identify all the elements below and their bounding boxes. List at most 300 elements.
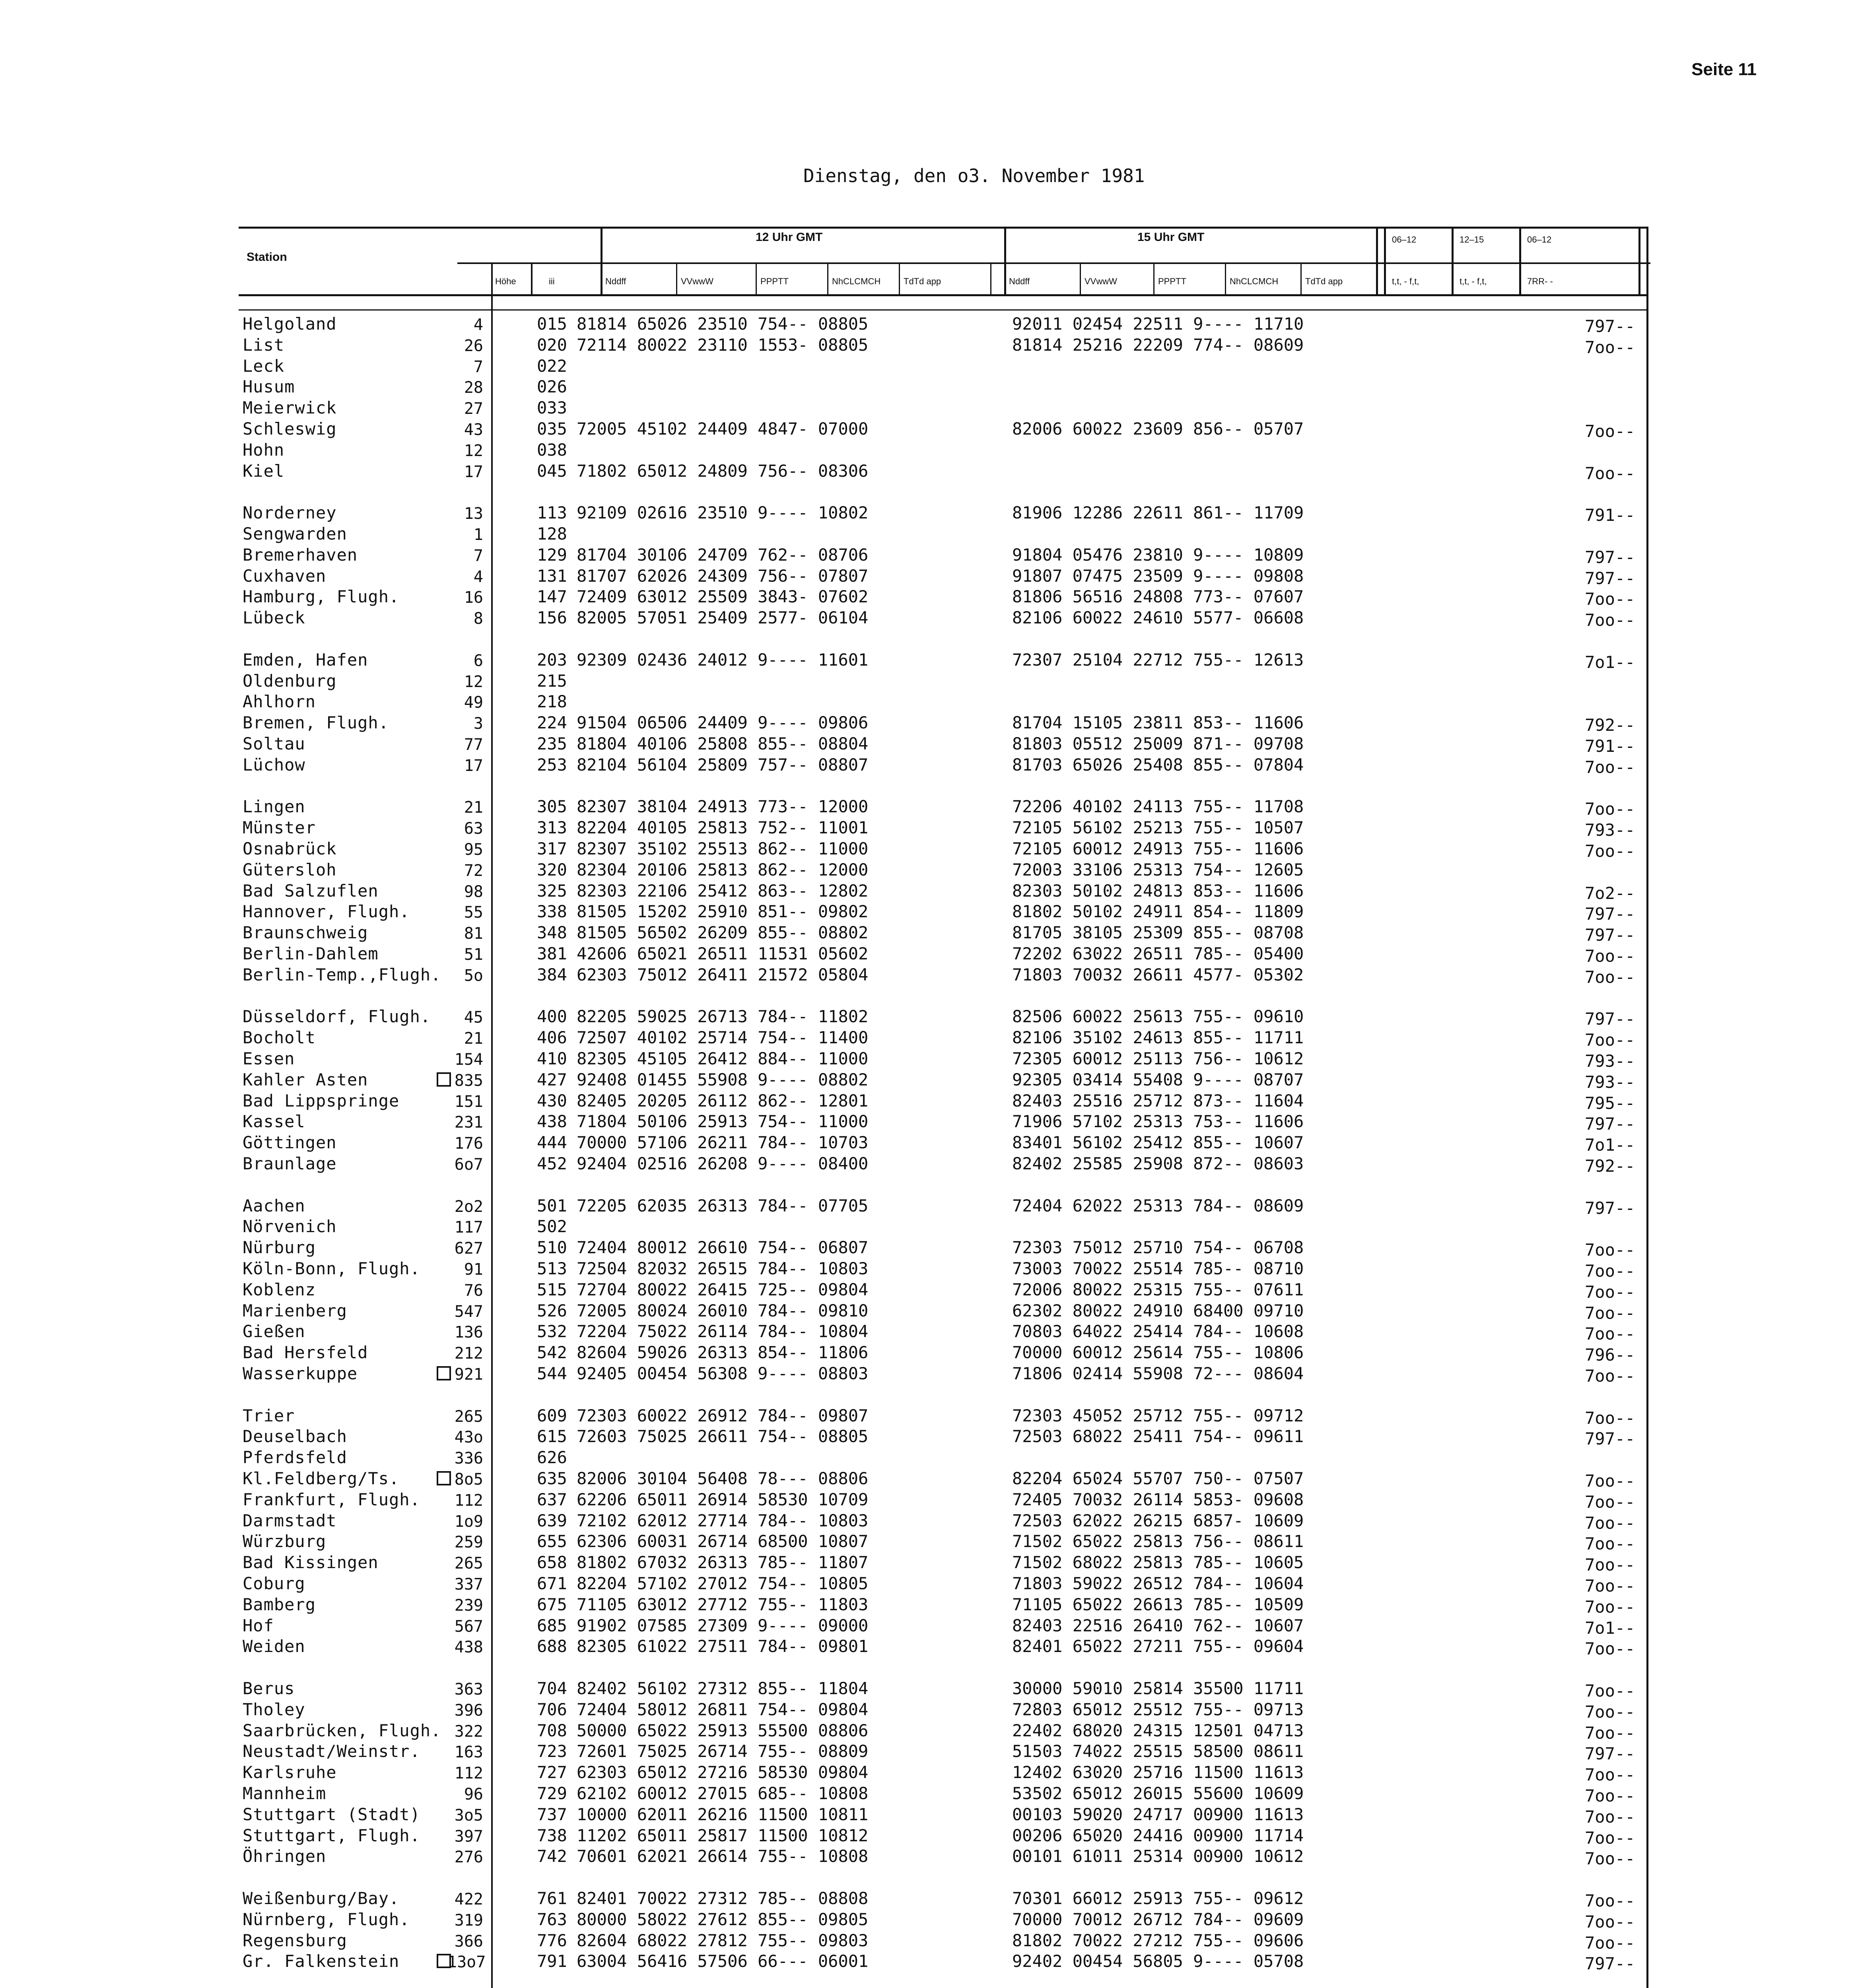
obs-15-gmt: 71803 70032 26611 4577- 05302 bbox=[1012, 965, 1304, 984]
obs-15-gmt: 71906 57102 25313 753-- 11606 bbox=[1012, 1112, 1304, 1132]
obs-12-gmt: 42606 65021 26511 11531 05602 bbox=[577, 944, 869, 963]
precip-code: 7oo-- bbox=[1585, 1681, 1635, 1701]
obs-12-gmt: 91902 07585 27309 9---- 09000 bbox=[577, 1615, 869, 1635]
obs-15-gmt: 73003 70022 25514 785-- 08710 bbox=[1012, 1259, 1304, 1278]
station-height: 4 bbox=[473, 316, 483, 334]
obs-15-gmt: 62302 80022 24910 68400 09710 bbox=[1012, 1301, 1304, 1320]
station-height: 13o7 bbox=[447, 1953, 486, 1972]
station-name: Braunlage bbox=[243, 1154, 337, 1173]
station-name: Berus bbox=[243, 1679, 295, 1698]
station-height: 17 bbox=[464, 462, 483, 481]
precip-code: 7oo-- bbox=[1585, 1765, 1635, 1785]
station-height: 12 bbox=[464, 441, 483, 460]
subcol-rule bbox=[1153, 262, 1154, 294]
station-height: 319 bbox=[454, 1911, 483, 1930]
station-height: 27 bbox=[464, 400, 483, 418]
obs-15-gmt: 71502 65022 25813 756-- 08611 bbox=[1012, 1532, 1304, 1551]
precip-code: 7oo-- bbox=[1585, 1807, 1635, 1827]
station-name: Frankfurt, Flugh. bbox=[243, 1489, 420, 1509]
precip-code: 791-- bbox=[1585, 505, 1635, 525]
station-id: 128 bbox=[537, 524, 567, 544]
station-id: 406 bbox=[537, 1028, 567, 1048]
subcol-rule bbox=[827, 262, 828, 294]
obs-12-gmt: 72404 80012 26610 754-- 06807 bbox=[577, 1238, 869, 1258]
station-height: 422 bbox=[454, 1890, 483, 1908]
obs-12-gmt: 62303 75012 26411 21572 05804 bbox=[577, 965, 869, 984]
precip-code: 797-- bbox=[1585, 1429, 1635, 1449]
station-name: Darmstadt bbox=[243, 1510, 337, 1530]
obs-15-gmt: 30000 59010 25814 35500 11711 bbox=[1012, 1679, 1304, 1698]
obs-12-gmt: 71105 63012 27712 755-- 11803 bbox=[577, 1594, 869, 1614]
station-name: Mannheim bbox=[243, 1784, 327, 1803]
obs-12-gmt: 81802 67032 26313 785-- 11807 bbox=[577, 1553, 869, 1573]
obs-15-gmt: 72305 60012 25113 756-- 10612 bbox=[1012, 1049, 1304, 1068]
station-name: Berlin-Dahlem bbox=[243, 944, 379, 963]
obs-12-gmt: 82006 30104 56408 78--- 08806 bbox=[577, 1469, 869, 1488]
station-id: 704 bbox=[537, 1679, 567, 1698]
obs-15-gmt: 70301 66012 25913 755-- 09612 bbox=[1012, 1889, 1304, 1908]
obs-12-gmt: 82401 70022 27312 785-- 08808 bbox=[577, 1889, 869, 1908]
precip-code: 7oo-- bbox=[1585, 1282, 1635, 1302]
station-height: 8o5 bbox=[454, 1470, 483, 1489]
station-id: 542 bbox=[537, 1343, 567, 1363]
station-name: Kassel bbox=[243, 1112, 305, 1132]
r-header-top-rule bbox=[1384, 227, 1646, 229]
station-id: 637 bbox=[537, 1489, 567, 1509]
obs-12-gmt: 72303 60022 26912 784-- 09807 bbox=[577, 1406, 869, 1425]
obs-12-gmt: 72102 62012 27714 784-- 10803 bbox=[577, 1510, 869, 1530]
station-name: Regensburg bbox=[243, 1930, 347, 1950]
station-height: 55 bbox=[464, 903, 483, 922]
precip-code: 7oo-- bbox=[1585, 1366, 1635, 1386]
precip-code: 792-- bbox=[1585, 1156, 1635, 1176]
obs-15-gmt: 92011 02454 22511 9---- 11710 bbox=[1012, 314, 1304, 334]
station-height: 91 bbox=[464, 1260, 483, 1279]
precip-code: 7o2-- bbox=[1585, 883, 1635, 903]
precip-code: 7o1-- bbox=[1585, 1618, 1635, 1638]
precip-code: 7oo-- bbox=[1585, 589, 1635, 609]
station-height: 835 bbox=[454, 1071, 483, 1090]
obs-15-gmt: 81802 70022 27212 755-- 09606 bbox=[1012, 1930, 1304, 1950]
station-name: Norderney bbox=[243, 503, 337, 523]
precip-code: 797-- bbox=[1585, 1744, 1635, 1764]
col-header-15: NhCLCMCH bbox=[1230, 276, 1279, 286]
precip-code: 7oo-- bbox=[1585, 1492, 1635, 1512]
station-name: Nürnberg, Flugh. bbox=[243, 1909, 410, 1929]
station-id: 723 bbox=[537, 1741, 567, 1761]
obs-15-gmt: 70803 64022 25414 784-- 10608 bbox=[1012, 1322, 1304, 1342]
obs-15-gmt: 51503 74022 25515 58500 08611 bbox=[1012, 1741, 1304, 1761]
obs-12-gmt: 82604 68022 27812 755-- 09803 bbox=[577, 1930, 869, 1950]
obs-15-gmt: 82204 65024 55707 750-- 07507 bbox=[1012, 1469, 1304, 1488]
station-height: 63 bbox=[464, 819, 483, 838]
station-id: 384 bbox=[537, 965, 567, 984]
precip-code: 7oo-- bbox=[1585, 1933, 1635, 1953]
col-header-12: Nddff bbox=[605, 276, 626, 286]
obs-15-gmt: 72105 56102 25213 755-- 10507 bbox=[1012, 818, 1304, 838]
obs-15-gmt: 82403 22516 26410 762-- 10607 bbox=[1012, 1615, 1304, 1635]
obs-15-gmt: 81705 38105 25309 855-- 08708 bbox=[1012, 923, 1304, 943]
precip-code: 7oo-- bbox=[1585, 1324, 1635, 1344]
r-subheader: t,t, - f,t, bbox=[1392, 276, 1419, 286]
obs-12-gmt: 82307 38104 24913 773-- 12000 bbox=[577, 797, 869, 817]
r-header: 06–12 bbox=[1392, 235, 1417, 245]
obs-12-gmt: 82402 56102 27312 855-- 11804 bbox=[577, 1679, 869, 1698]
obs-12-gmt: 82305 61022 27511 784-- 09801 bbox=[577, 1637, 869, 1656]
precip-code: 793-- bbox=[1585, 1051, 1635, 1071]
col-rule bbox=[531, 262, 533, 294]
station-id: 609 bbox=[537, 1406, 567, 1425]
iii-header: iii bbox=[549, 276, 555, 286]
obs-15-gmt: 71806 02414 55908 72--- 08604 bbox=[1012, 1364, 1304, 1383]
station-id: 438 bbox=[537, 1112, 567, 1132]
station-id: 131 bbox=[537, 566, 567, 586]
station-name: Gießen bbox=[243, 1322, 305, 1342]
station-id: 742 bbox=[537, 1846, 567, 1866]
station-id: 218 bbox=[537, 692, 567, 712]
station-id: 313 bbox=[537, 818, 567, 838]
station-height: 397 bbox=[454, 1827, 483, 1846]
station-name: Oldenburg bbox=[243, 671, 337, 691]
obs-15-gmt: 72006 80022 25315 755-- 07611 bbox=[1012, 1279, 1304, 1299]
obs-15-gmt: 00101 61011 25314 00900 10612 bbox=[1012, 1846, 1304, 1866]
station-height: 2o2 bbox=[454, 1197, 483, 1216]
station-height: 5o bbox=[464, 966, 483, 985]
station-id: 776 bbox=[537, 1930, 567, 1950]
station-height: 21 bbox=[464, 1029, 483, 1048]
station-name: Würzburg bbox=[243, 1532, 327, 1551]
station-id: 015 bbox=[537, 314, 567, 334]
station-name: Bremerhaven bbox=[243, 545, 358, 565]
precip-code: 7oo-- bbox=[1585, 1261, 1635, 1281]
obs-12-gmt: 80000 58022 27612 855-- 09805 bbox=[577, 1909, 869, 1929]
station-height: 43o bbox=[454, 1428, 483, 1447]
station-height: 212 bbox=[454, 1344, 483, 1363]
precip-code: 7oo-- bbox=[1585, 1597, 1635, 1617]
station-name: Karlsruhe bbox=[243, 1763, 337, 1782]
station-name: Öhringen bbox=[243, 1846, 327, 1866]
precip-code: 791-- bbox=[1585, 736, 1635, 756]
precip-code: 797-- bbox=[1585, 904, 1635, 924]
obs-12-gmt: 72409 63012 25509 3843- 07602 bbox=[577, 587, 869, 607]
obs-12-gmt: 92309 02436 24012 9---- 11601 bbox=[577, 650, 869, 670]
col-header-12: NhCLCMCH bbox=[832, 276, 881, 286]
obs-12-gmt: 81505 56502 26209 855-- 08802 bbox=[577, 923, 869, 943]
obs-15-gmt: 82401 65022 27211 755-- 09604 bbox=[1012, 1637, 1304, 1656]
station-height: 17 bbox=[464, 756, 483, 775]
station-id: 427 bbox=[537, 1070, 567, 1089]
station-id: 763 bbox=[537, 1909, 567, 1929]
col-rule bbox=[1638, 227, 1640, 294]
station-name: Bad Kissingen bbox=[243, 1553, 379, 1573]
obs-15-gmt: 81802 50102 24911 854-- 11809 bbox=[1012, 902, 1304, 922]
obs-12-gmt: 50000 65022 25913 55500 08806 bbox=[577, 1720, 869, 1740]
subcol-rule bbox=[1080, 262, 1081, 294]
obs-15-gmt: 72202 63022 26511 785-- 05400 bbox=[1012, 944, 1304, 963]
station-id: 203 bbox=[537, 650, 567, 670]
subcol-rule bbox=[1225, 262, 1226, 294]
precip-code: 795-- bbox=[1585, 1093, 1635, 1113]
station-height: 49 bbox=[464, 693, 483, 712]
col-rule bbox=[1384, 227, 1386, 294]
station-height: 337 bbox=[454, 1575, 483, 1594]
station-height: 16 bbox=[464, 588, 483, 607]
station-id: 615 bbox=[537, 1427, 567, 1446]
obs-15-gmt: 53502 65012 26015 55600 10609 bbox=[1012, 1784, 1304, 1803]
precip-code: 797-- bbox=[1585, 547, 1635, 567]
station-id: 444 bbox=[537, 1133, 567, 1153]
obs-12-gmt: 81505 15202 25910 851-- 09802 bbox=[577, 902, 869, 922]
obs-15-gmt: 72307 25104 22712 755-- 12613 bbox=[1012, 650, 1304, 670]
station-name: Essen bbox=[243, 1049, 295, 1068]
station-height: 3 bbox=[473, 714, 483, 733]
subcol-rule bbox=[1004, 262, 1005, 294]
station-name: Lübeck bbox=[243, 608, 305, 628]
station-name: Nörvenich bbox=[243, 1217, 337, 1237]
station-name: Kahler Asten bbox=[243, 1070, 465, 1089]
obs-12-gmt: 11202 65011 25817 11500 10812 bbox=[577, 1825, 869, 1845]
precip-code: 7o1-- bbox=[1585, 1135, 1635, 1155]
obs-15-gmt: 72503 62022 26215 6857- 10609 bbox=[1012, 1510, 1304, 1530]
precip-code: 796-- bbox=[1585, 1345, 1635, 1365]
r-subheader: 7RR- - bbox=[1527, 276, 1553, 286]
obs-12-gmt: 82205 59025 26713 784-- 11802 bbox=[577, 1007, 869, 1027]
station-name: Pferdsfeld bbox=[243, 1448, 347, 1468]
obs-12-gmt: 72504 82032 26515 784-- 10803 bbox=[577, 1259, 869, 1278]
station-id: 045 bbox=[537, 461, 567, 481]
station-name: Schleswig bbox=[243, 419, 337, 439]
obs-15-gmt: 81704 15105 23811 853-- 11606 bbox=[1012, 713, 1304, 733]
obs-12-gmt: 82305 45105 26412 884-- 11000 bbox=[577, 1049, 869, 1068]
obs-15-gmt: 82106 35102 24613 855-- 11711 bbox=[1012, 1028, 1304, 1048]
station-name: Koblenz bbox=[243, 1279, 316, 1299]
obs-15-gmt: 72206 40102 24113 755-- 11708 bbox=[1012, 797, 1304, 817]
obs-12-gmt: 72704 80022 26415 725-- 09804 bbox=[577, 1279, 869, 1299]
station-name: Wasserkuppe bbox=[243, 1364, 465, 1383]
obs-15-gmt: 81803 05512 25009 871-- 09708 bbox=[1012, 734, 1304, 753]
station-name: Lüchow bbox=[243, 755, 305, 775]
station-height: 4 bbox=[473, 567, 483, 586]
station-id: 738 bbox=[537, 1825, 567, 1845]
precip-code: 7oo-- bbox=[1585, 1702, 1635, 1722]
obs-15-gmt: 92305 03414 55408 9---- 08707 bbox=[1012, 1070, 1304, 1089]
station-name: Köln-Bonn, Flugh. bbox=[243, 1259, 420, 1278]
col-header-12: PPPTT bbox=[760, 276, 789, 286]
obs-15-gmt: 72003 33106 25313 754-- 12605 bbox=[1012, 860, 1304, 879]
station-id: 729 bbox=[537, 1784, 567, 1803]
obs-15-gmt: 72404 62022 25313 784-- 08609 bbox=[1012, 1196, 1304, 1215]
station-height: 276 bbox=[454, 1848, 483, 1867]
obs-12-gmt: 92109 02616 23510 9---- 10802 bbox=[577, 503, 869, 523]
col-rule bbox=[1452, 227, 1454, 294]
station-id: 708 bbox=[537, 1720, 567, 1740]
obs-12-gmt: 72204 75022 26114 784-- 10804 bbox=[577, 1322, 869, 1342]
obs-12-gmt: 72005 80024 26010 784-- 09810 bbox=[577, 1301, 869, 1320]
table-row bbox=[0, 1616, 1860, 1637]
station-height: 154 bbox=[454, 1050, 483, 1069]
station-height: 366 bbox=[454, 1932, 483, 1951]
obs-15-gmt: 81906 12286 22611 861-- 11709 bbox=[1012, 503, 1304, 523]
precip-code: 7oo-- bbox=[1585, 1534, 1635, 1554]
station-name: Tholey bbox=[243, 1699, 305, 1719]
station-name: Lingen bbox=[243, 797, 305, 817]
precip-code: 7oo-- bbox=[1585, 1030, 1635, 1050]
station-name: Berlin-Temp.,Flugh. bbox=[243, 965, 441, 984]
precip-code: 797-- bbox=[1585, 316, 1635, 336]
station-id: 038 bbox=[537, 440, 567, 460]
station-name: Hannover, Flugh. bbox=[243, 902, 410, 922]
obs-12-gmt: 62206 65011 26914 58530 10709 bbox=[577, 1489, 869, 1509]
station-height: 259 bbox=[454, 1533, 483, 1552]
station-id: 156 bbox=[537, 608, 567, 628]
precip-code: 7oo-- bbox=[1585, 967, 1635, 987]
station-id: 532 bbox=[537, 1322, 567, 1342]
obs-15-gmt: 82506 60022 25613 755-- 09610 bbox=[1012, 1007, 1304, 1027]
station-name: Bad Salzuflen bbox=[243, 881, 379, 901]
subcol-rule bbox=[756, 262, 757, 294]
obs-15-gmt: 70000 60012 25614 755-- 10806 bbox=[1012, 1343, 1304, 1363]
station-height: 13 bbox=[464, 505, 483, 523]
obs-12-gmt: 91504 06506 24409 9---- 09806 bbox=[577, 713, 869, 733]
obs-12-gmt: 72507 40102 25714 754-- 11400 bbox=[577, 1028, 869, 1048]
station-height: 112 bbox=[454, 1491, 483, 1510]
station-id: 020 bbox=[537, 335, 567, 355]
station-name: Bamberg bbox=[243, 1594, 316, 1614]
obs-12-gmt: 82104 56104 25809 757-- 08807 bbox=[577, 755, 869, 775]
station-id: 235 bbox=[537, 734, 567, 753]
station-height: 265 bbox=[454, 1407, 483, 1426]
station-id: 639 bbox=[537, 1510, 567, 1530]
station-height: 396 bbox=[454, 1701, 483, 1720]
station-height: 96 bbox=[464, 1785, 483, 1804]
station-height: 322 bbox=[454, 1722, 483, 1741]
obs-12-gmt: 82204 57102 27012 754-- 10805 bbox=[577, 1574, 869, 1593]
obs-15-gmt: 72503 68022 25411 754-- 09611 bbox=[1012, 1427, 1304, 1446]
station-name: Leck bbox=[243, 356, 285, 376]
obs-15-gmt: 91807 07475 23509 9---- 09808 bbox=[1012, 566, 1304, 586]
precip-code: 793-- bbox=[1585, 820, 1635, 840]
station-height: 28 bbox=[464, 379, 483, 397]
station-name: Braunschweig bbox=[243, 923, 368, 943]
station-id: 737 bbox=[537, 1804, 567, 1824]
col-header-15: PPPTT bbox=[1158, 276, 1186, 286]
precip-code: 797-- bbox=[1585, 1198, 1635, 1218]
obs-15-gmt: 70000 70012 26712 784-- 09609 bbox=[1012, 1909, 1304, 1929]
obs-12-gmt: 72404 58012 26811 754-- 09804 bbox=[577, 1699, 869, 1719]
obs-12-gmt: 81804 40106 25808 855-- 08804 bbox=[577, 734, 869, 753]
col-header-15: VVwwW bbox=[1085, 276, 1117, 286]
precip-code: 797-- bbox=[1585, 1114, 1635, 1134]
station-name: Gütersloh bbox=[243, 860, 337, 879]
station-name: Hohn bbox=[243, 440, 285, 460]
station-id: 658 bbox=[537, 1553, 567, 1573]
precip-code: 7oo-- bbox=[1585, 799, 1635, 819]
precip-code: 793-- bbox=[1585, 1072, 1635, 1092]
obs-15-gmt: 82402 25585 25908 872-- 08603 bbox=[1012, 1154, 1304, 1173]
obs-12-gmt: 82604 59026 26313 854-- 11806 bbox=[577, 1343, 869, 1363]
precip-code: 7oo-- bbox=[1585, 1240, 1635, 1260]
obs-12-gmt: 92404 02516 26208 9---- 08400 bbox=[577, 1154, 869, 1173]
obs-15-gmt: 72303 75012 25710 754-- 06708 bbox=[1012, 1238, 1304, 1258]
precip-code: 7oo-- bbox=[1585, 1513, 1635, 1533]
station-id: 026 bbox=[537, 377, 567, 397]
precip-code: 7oo-- bbox=[1585, 946, 1635, 966]
obs-15-gmt: 12402 63020 25716 11500 11613 bbox=[1012, 1763, 1304, 1782]
station-height: 265 bbox=[454, 1554, 483, 1573]
col-rule bbox=[1519, 227, 1521, 294]
station-name: Helgoland bbox=[243, 314, 337, 334]
obs-12-gmt: 70601 62021 26614 755-- 10808 bbox=[577, 1846, 869, 1866]
station-height: 3o5 bbox=[454, 1806, 483, 1825]
precip-code: 7oo-- bbox=[1585, 1408, 1635, 1428]
obs-12-gmt: 71804 50106 25913 754-- 11000 bbox=[577, 1112, 869, 1132]
obs-12-gmt: 82303 22106 25412 863-- 12802 bbox=[577, 881, 869, 901]
subcol-rule bbox=[899, 262, 900, 294]
station-name: Cuxhaven bbox=[243, 566, 327, 586]
station-name: Trier bbox=[243, 1406, 295, 1425]
obs-12-gmt: 62306 60031 26714 68500 10807 bbox=[577, 1532, 869, 1551]
obs-12-gmt: 72005 45102 24409 4847- 07000 bbox=[577, 419, 869, 439]
station-height: 12 bbox=[464, 672, 483, 691]
station-height: 438 bbox=[454, 1638, 483, 1657]
station-id: 791 bbox=[537, 1951, 567, 1971]
station-name: Bremen, Flugh. bbox=[243, 713, 389, 733]
obs-15-gmt: 71105 65022 26613 785-- 10509 bbox=[1012, 1594, 1304, 1614]
hoehe-header: Höhe bbox=[495, 276, 516, 286]
station-id: 671 bbox=[537, 1574, 567, 1593]
station-height: 6o7 bbox=[454, 1155, 483, 1174]
station-height: 1 bbox=[473, 526, 483, 544]
obs-12-gmt: 81707 62026 24309 756-- 07807 bbox=[577, 566, 869, 586]
station-id: 635 bbox=[537, 1469, 567, 1488]
precip-code: 7oo-- bbox=[1585, 463, 1635, 483]
station-height: 176 bbox=[454, 1134, 483, 1153]
station-id: 430 bbox=[537, 1091, 567, 1110]
station-height: 921 bbox=[454, 1365, 483, 1384]
station-height: 231 bbox=[454, 1113, 483, 1132]
station-name: Weißenburg/Bay. bbox=[243, 1889, 400, 1908]
station-name: Gr. Falkenstein bbox=[243, 1951, 465, 1971]
obs-15-gmt: 00103 59020 24717 00900 11613 bbox=[1012, 1804, 1304, 1824]
obs-15-gmt: 72803 65012 25512 755-- 09713 bbox=[1012, 1699, 1304, 1719]
precip-code: 7oo-- bbox=[1585, 1723, 1635, 1743]
station-id: 513 bbox=[537, 1259, 567, 1278]
station-id: 510 bbox=[537, 1238, 567, 1258]
subcol-rule bbox=[1300, 262, 1302, 294]
station-id: 348 bbox=[537, 923, 567, 943]
station-height: 7 bbox=[473, 546, 483, 565]
obs-12-gmt: 10000 62011 26216 11500 10811 bbox=[577, 1804, 869, 1824]
station-id: 501 bbox=[537, 1196, 567, 1215]
subcol-rule bbox=[601, 262, 602, 294]
obs-12-gmt: 70000 57106 26211 784-- 10703 bbox=[577, 1133, 869, 1153]
obs-12-gmt: 72114 80022 23110 1553- 08805 bbox=[577, 335, 869, 355]
station-name: Göttingen bbox=[243, 1133, 337, 1153]
station-id: 113 bbox=[537, 503, 567, 523]
station-height: 43 bbox=[464, 421, 483, 439]
station-id: 317 bbox=[537, 839, 567, 858]
obs-15-gmt: 91804 05476 23810 9---- 10809 bbox=[1012, 545, 1304, 565]
station-name: Neustadt/Weinstr. bbox=[243, 1741, 420, 1761]
station-height: 6 bbox=[473, 651, 483, 670]
obs-12-gmt: 82204 40105 25813 752-- 11001 bbox=[577, 818, 869, 838]
precip-code: 7oo-- bbox=[1585, 1639, 1635, 1659]
station-id: 129 bbox=[537, 545, 567, 565]
station-id: 515 bbox=[537, 1279, 567, 1299]
header-bottom-rule bbox=[239, 294, 1646, 296]
station-id: 675 bbox=[537, 1594, 567, 1614]
station-height: 151 bbox=[454, 1092, 483, 1111]
